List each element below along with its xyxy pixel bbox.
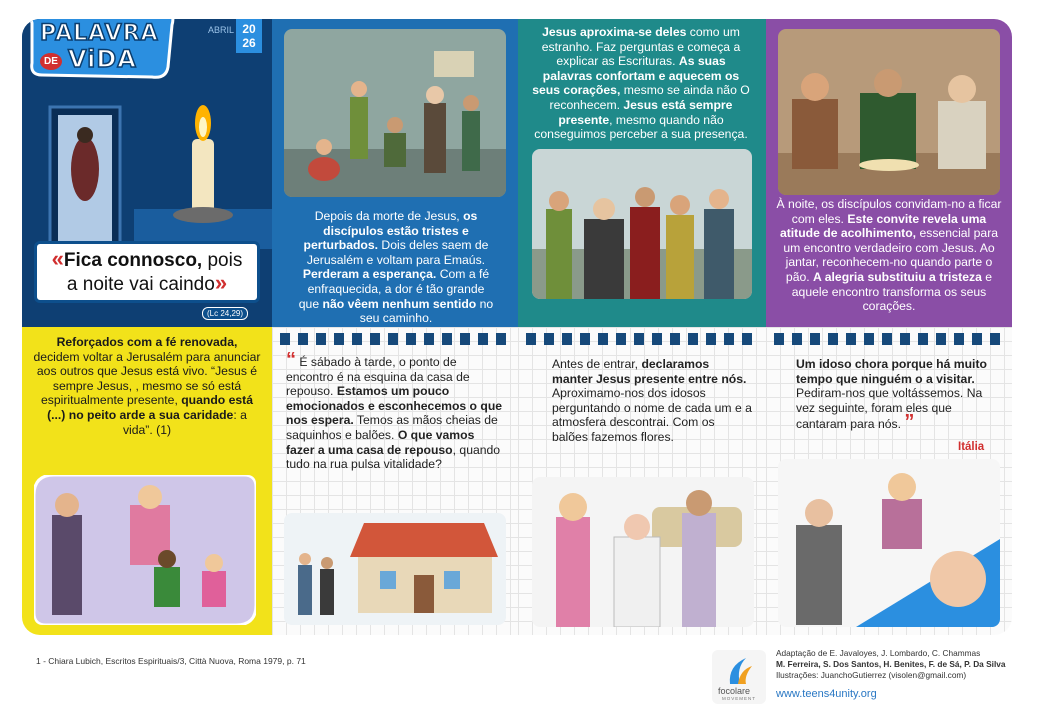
panel4-text (776, 197, 1002, 314)
panel3-bold-2: As suas palavras confortam e aquecem os seus corações, (532, 54, 740, 98)
panel2-text-3: Com a fé enfraquecida, a dor é tão grande que (298, 267, 490, 311)
quote-rest2: a noite vai caindo (66, 274, 215, 295)
sad-disciples-illustration (284, 29, 506, 197)
panel2-text-4: no seu caminho. (359, 296, 494, 326)
panel7-text-2: Aproximamo-nos dos idosos perguntando o nome de cada um e a atmosfera descontrai. Com os balões fazemos flores. (552, 386, 752, 444)
panel3-text (530, 25, 752, 142)
credits (776, 648, 1005, 682)
panel2-bold-3: não vêem nenhum sentido (322, 296, 477, 311)
dash-divider (280, 333, 510, 345)
panel7-bold-1: declaramos manter Jesus presente entre nós. (552, 357, 747, 386)
issue-year-top: 20 (242, 22, 256, 36)
logo-word-de: DE (40, 53, 62, 70)
quote-bold: Fica connosco, (63, 250, 203, 271)
panel3-text-2: mesmo se ainda não O reconhecem. (549, 83, 750, 112)
panel6-text-3: , quando tudo na rua pulsa vitalidade? (286, 442, 501, 472)
issue-year (236, 19, 262, 53)
panel4-text-2: essencial para um encontro verdadeiro com Jesus. Ao jantar, reconhecem-no quando parte o pão. (783, 226, 999, 284)
panel3-text-3: , mesmo quando não conseguimos perceber a sua presença. (534, 112, 748, 142)
panel7-text (552, 357, 752, 445)
panel4-text-3: e aquele encontro transforma os seus corações. (791, 269, 993, 314)
family-illustration (34, 475, 256, 625)
footnote: 1 - Chiara Lubich, Escritos Espirituais/3, Città Nuova, Roma 1979, p. 71 (36, 656, 306, 666)
panel8-country: Itália (958, 441, 985, 453)
panel4-bold-2: A alegria substituiu a tristeza (813, 269, 982, 284)
panel6-bold-1: Estamos um pouco emocionados e esconhecemos o que nos espera. (286, 384, 503, 428)
panel3-bold-1: Jesus aproxima-se deles (542, 25, 687, 39)
supper-illustration (778, 29, 1000, 195)
panel-saturday (272, 327, 518, 635)
elderly-crying-illustration (778, 459, 1000, 627)
panel6-text (286, 349, 506, 472)
panel-cover (22, 19, 272, 327)
focolare-brand-sub: MOVEMENT (722, 696, 757, 701)
dash-divider (774, 333, 1004, 345)
issue-month: ABRIL (208, 25, 235, 35)
panel5-bold-2: quando está (...) no peito arde a sua caridade (47, 393, 253, 422)
panel-invitation (766, 19, 1012, 327)
credits-line-2: M. Ferreira, S. Dos Santos, H. Benites, F. de Sá, P. Da Silva (776, 659, 1006, 670)
focolare-flame-icon (712, 654, 766, 690)
website-link[interactable]: www.teens4unity.org (776, 688, 877, 700)
panel2-bold-1: os discípulos estão tristes e perturbados. (303, 209, 478, 253)
panel8-bold-1: Um idoso chora porque há muito tempo que ninguém o a visitar. (796, 357, 987, 386)
walking-disciples-illustration (532, 149, 752, 299)
word-of-life-quote (34, 241, 260, 303)
dash-divider (526, 333, 758, 345)
panel4-text-1: À noite, os discípulos convidam-no a ficar com eles. (776, 197, 1002, 226)
care-home-illustration (284, 513, 506, 625)
focolare-brand: focolare (718, 686, 751, 696)
quote-reference: (Lc 24,29) (202, 307, 248, 320)
panel5-text-2: : a vida”. (1) (122, 407, 247, 437)
panel6-bold-2: O que vamos fazer a uma casa de repouso (286, 427, 475, 457)
panel7-text-1: Antes de entrar, (552, 357, 642, 371)
panel-jesus-approaches (518, 19, 766, 327)
quote-close-mark: » (214, 270, 228, 295)
panel5-text (32, 335, 262, 437)
panel4-bold-1: Este convite revela uma atitude de acolhimento, (779, 211, 987, 241)
panel2-text-2: Dois deles saem de Jerusalém e voltam para Emaús. (306, 238, 489, 267)
panel2-text (296, 209, 496, 326)
panel3-bold-3: Jesus está sempre presente (558, 97, 733, 127)
panel-elderly-cries (766, 327, 1012, 635)
quote-open-mark: « (51, 246, 64, 271)
panel5-bold-1: Reforçados com a fé renovada, (56, 335, 238, 349)
panel2-bold-2: Perderam a esperança. (302, 267, 437, 282)
credits-line-3: Ilustrações: JuanchoGutierrez (visolen@gmail.com) (776, 670, 967, 681)
logo-word-vida: ViDA (68, 45, 137, 73)
elderly-visit-illustration (532, 477, 754, 627)
panel-return-jerusalem (22, 327, 272, 635)
panel6-quote-mark: “ (286, 349, 296, 371)
quote-rest1: pois (202, 250, 243, 271)
logo (26, 19, 176, 81)
panel8-text (796, 357, 996, 432)
panel3-text-1: como um estranho. Faz perguntas e começa a explicar as Escrituras. (541, 25, 741, 69)
panel8-text-1: Pediram-nos que voltássemos. Na vez seguinte, foram eles que cantaram para nós. (796, 386, 983, 432)
credits-line-1: Adaptação de E. Javaloyes, J. Lombardo, C. Chammas (776, 648, 981, 658)
panel5-text-1: decidem voltar a Jerusalém para anunciar aos outros que Jesus está vivo. “Jesus é sempre Jesus, , mesmo se só está espiritualmente presente, (33, 349, 261, 408)
panel-visit (518, 327, 766, 635)
panel8-quote-mark: ” (904, 411, 915, 434)
logo-word-palavra: PALAVRA (40, 21, 159, 46)
comic-board (22, 19, 1012, 635)
panel6-text-2: Temos as mãos cheias de saquinhos e balões. (286, 413, 498, 442)
panel-disciples-sad (272, 19, 518, 327)
issue-year-bottom: 26 (242, 36, 256, 50)
focolare-logo (712, 650, 766, 704)
panel6-text-1: É sábado à tarde, o ponto de encontro é na esquina da casa de repouso. (286, 355, 470, 399)
panel2-text-1: Depois da morte de Jesus, (314, 209, 464, 223)
